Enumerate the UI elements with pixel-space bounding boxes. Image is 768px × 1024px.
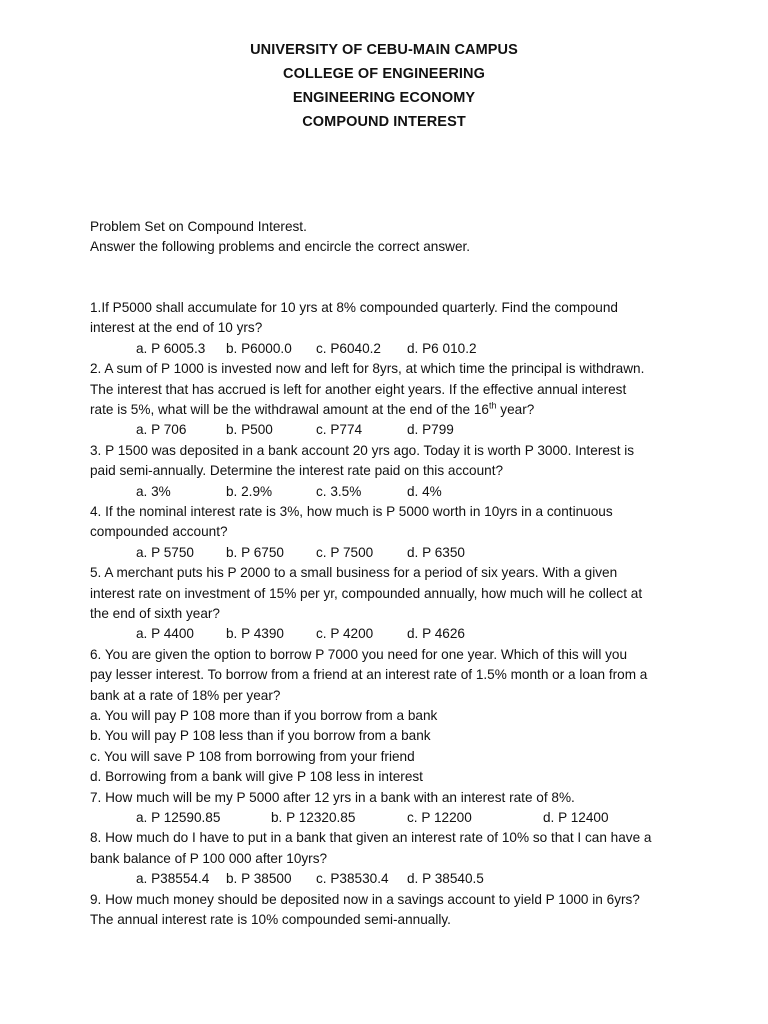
problem-text-line: compounded account? [90,524,228,540]
choice-b[interactable]: b. P 38500 [226,871,292,887]
problem-4 [90,502,690,563]
choice-c[interactable]: c. You will save P 108 from borrowing from your friend [90,748,415,764]
problem-list [90,298,690,930]
choice-row [90,869,690,889]
problem-8 [90,828,690,889]
choice-d[interactable]: d. 4% [407,483,442,499]
choice-b[interactable]: b. P500 [226,422,273,438]
problem-2 [90,359,690,441]
choice-a[interactable]: a. P 12590.85 [136,810,221,826]
choice-a[interactable]: a. P 706 [136,422,187,438]
problem-text-line: interest at the end of 10 yrs? [90,320,263,336]
problem-text-line [90,400,690,420]
choice-row [90,339,690,359]
problem-text-line: interest rate on investment of 15% per yr, compounded annually, how much will he collect at [90,585,643,601]
college-name: COLLEGE OF ENGINEERING [283,66,485,82]
problem-set-title: Problem Set on Compound Interest. [90,219,307,234]
problem-text-segment: year? [496,402,535,418]
problem-text-line: 7. How much will be my P 5000 after 12 yrs in a bank with an interest rate of 8%. [90,789,575,805]
problem-text-line: 2. A sum of P 1000 is invested now and left for 8yrs, at which time the principal is withdrawn. [90,361,645,377]
problem-text-line: pay lesser interest. To borrow from a friend at an interest rate of 1.5% month or a loan from a [90,667,648,683]
problem-text-line: 4. If the nominal interest rate is 3%, how much is P 5000 worth in 10yrs in a continuous [90,504,613,520]
choice-row [90,808,690,828]
course-name: ENGINEERING ECONOMY [292,90,476,106]
choice-c[interactable]: c. P 4200 [316,626,374,642]
intro-section [90,217,690,258]
choice-a[interactable]: a. P38554.4 [136,871,210,887]
choice-b[interactable]: b. P6000.0 [226,340,292,356]
choice-b[interactable]: b. 2.9% [226,483,273,499]
choice-b[interactable]: b. P 4390 [226,626,284,642]
choice-row [90,420,690,440]
choice-c[interactable]: c. P38530.4 [316,871,389,887]
choice-b[interactable]: b. P 12320.85 [271,810,356,826]
choice-b[interactable]: b. You will pay P 108 less than if you borrow from a bank [90,728,431,744]
problem-7 [90,788,690,829]
problem-1 [90,298,690,359]
choice-a[interactable]: a. You will pay P 108 more than if you borrow from a bank [90,708,438,724]
problem-text-line: 1.If P5000 shall accumulate for 10 yrs at 8% compounded quarterly. Find the compound [90,300,618,315]
choice-d[interactable]: d. P 4626 [407,626,465,642]
problem-text-line: The annual interest rate is 10% compounded semi-annually. [90,912,451,928]
document-header [0,38,768,134]
problem-5 [90,563,690,645]
problem-text-line: 9. How much money should be deposited now in a savings account to yield P 1000 in 6yrs? [90,891,640,907]
choice-row [90,482,690,502]
choice-row [90,543,690,563]
problem-text-line: 5. A merchant puts his P 2000 to a small business for a period of six years. With a given [90,565,618,581]
problem-text-line: The interest that has accrued is left for another eight years. If the effective annual interest [90,381,627,397]
superscript-ordinal: th [488,400,497,411]
problem-6 [90,645,690,788]
problem-text-line: paid semi-annually. Determine the interest rate paid on this account? [90,463,504,479]
problem-9 [90,890,690,931]
choice-a[interactable]: a. P 5750 [136,544,194,560]
problem-text-segment: rate is 5%, what will be the withdrawal amount at the end of the 16 [90,402,489,418]
problem-3 [90,441,690,502]
choice-c[interactable]: c. P6040.2 [316,340,381,356]
problem-text-line: the end of sixth year? [90,606,220,622]
choice-d[interactable]: d. P 6350 [407,544,465,560]
choice-d[interactable]: d. P6 010.2 [407,340,477,356]
problem-text-line: 3. P 1500 was deposited in a bank account 20 yrs ago. Today it is worth P 3000. Interest is [90,442,635,458]
university-name: UNIVERSITY OF CEBU-MAIN CAMPUS [250,42,518,58]
choice-c[interactable]: c. P 7500 [316,544,374,560]
choice-b[interactable]: b. P 6750 [226,544,284,560]
choice-d[interactable]: d. P 38540.5 [407,871,484,887]
instruction-text: Answer the following problems and encircle the correct answer. [90,239,471,255]
problem-text-line: bank balance of P 100 000 after 10yrs? [90,850,328,866]
choice-row [90,624,690,644]
problem-text-line: 6. You are given the option to borrow P 7000 you need for one year. Which of this will you [90,646,628,662]
choice-c[interactable]: c. P 12200 [407,810,472,826]
choice-a[interactable]: a. P 4400 [136,626,194,642]
choice-c[interactable]: c. P774 [316,422,363,438]
choice-a[interactable]: a. 3% [136,483,171,499]
problem-text-line: 8. How much do I have to put in a bank that given an interest rate of 10% so that I can have a [90,830,652,846]
choice-a[interactable]: a. P 6005.3 [136,340,206,356]
problem-text-line: bank at a rate of 18% per year? [90,687,281,703]
choice-d[interactable]: d. Borrowing from a bank will give P 108 less in interest [90,769,423,785]
choice-d[interactable]: d. P 12400 [543,810,609,826]
choice-d[interactable]: d. P799 [407,422,454,438]
choice-c[interactable]: c. 3.5% [316,483,362,499]
topic-title: COMPOUND INTEREST [302,114,466,130]
